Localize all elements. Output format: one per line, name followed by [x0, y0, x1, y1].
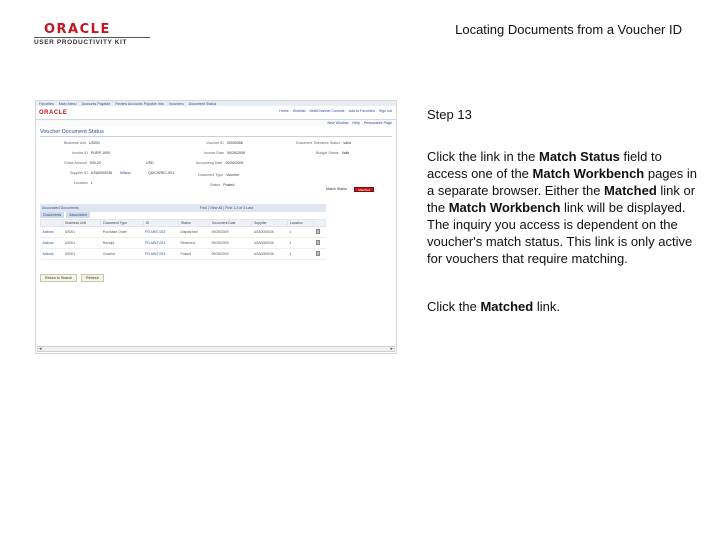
refresh-button[interactable]: Refresh [81, 274, 104, 282]
col-header [314, 220, 326, 227]
row-unit: US001 [63, 227, 101, 238]
row-id[interactable]: PO-MNT-003 [143, 227, 178, 238]
table-header-row [41, 220, 326, 227]
row-id[interactable]: PO-MNT-003 [143, 238, 178, 249]
scroll-left-icon[interactable]: ◂ [39, 346, 42, 352]
col-header: Document Type [101, 220, 143, 227]
table-row [41, 227, 326, 238]
scroll-right-icon[interactable]: ▸ [390, 346, 393, 352]
step-number: Step 13 [427, 107, 472, 122]
crumb-review[interactable]: Review Accounts Payable Info [115, 102, 164, 106]
accounting-date-field: Accounting Date 09/26/2009 [196, 161, 244, 165]
step-description: Click the link in the Match Status field to access one of the Match Workbench pages in a separate browser. Either the Matched link or the Match Workbench link will be displayed. The inquiry you access is dependent on the voucher's match status. This link is only active for vouchers that require matching. [427, 149, 697, 266]
logo-subtitle: USER PRODUCTIVITY KIT [34, 39, 128, 46]
col-header: Business Unit [63, 220, 101, 227]
tab-documents[interactable]: Documents [40, 212, 64, 218]
page-title: Voucher Document Status [40, 129, 104, 135]
budget-status-field: Budget Status Valid [316, 151, 350, 155]
home-link[interactable]: Home [279, 109, 289, 113]
col-header: Status [179, 220, 210, 227]
row-supplier: USA0000036 [252, 238, 288, 249]
row-date: 09/26/2009 [209, 238, 251, 249]
row-date: 09/26/2009 [209, 249, 251, 260]
row-actions[interactable]: Actions [41, 249, 63, 260]
crumb-ap[interactable]: Accounts Payable [81, 102, 111, 106]
row-id[interactable]: PO-MNT-003 [143, 249, 178, 260]
document-icon[interactable] [316, 240, 320, 245]
business-unit-field: Business Unit US001 [64, 141, 100, 145]
logo-rule [34, 37, 150, 38]
crumb-main-menu[interactable]: Main Menu [58, 102, 77, 106]
ps-logo: ORACLE [39, 110, 68, 116]
col-header: Location [287, 220, 313, 227]
row-doc-icon-cell[interactable] [314, 249, 326, 260]
row-doc-type: Receipt [101, 238, 143, 249]
row-unit: US001 [63, 238, 101, 249]
invoice-id-field: Invoice ID PURP-1000 [72, 151, 111, 155]
grid-title: Associated Documents [42, 206, 79, 210]
supplier-field: Supplier ID USA0000036 [70, 171, 113, 175]
new-window-link[interactable]: New Window [327, 121, 349, 125]
row-doc-type: Purchase Order [101, 227, 143, 238]
worklist-link[interactable]: Worklist [292, 109, 306, 113]
col-header [41, 220, 63, 227]
row-unit: US001 [63, 249, 101, 260]
oracle-upk-logo [34, 22, 150, 48]
return-to-search-button[interactable]: Return to Search [40, 274, 77, 282]
row-doc-type: Voucher [101, 249, 143, 260]
associated-documents-header [40, 204, 326, 212]
voucher-id-field: Voucher ID 00000056 [206, 141, 243, 145]
logo-word: ORACLE [44, 22, 111, 37]
slide-title: Locating Documents from a Voucher ID [455, 22, 682, 37]
crumb-doc-status[interactable]: Document Status [188, 102, 217, 106]
row-location: 1 [287, 238, 313, 249]
ps-header [36, 106, 396, 120]
row-actions[interactable]: Actions [41, 227, 63, 238]
header-links [279, 109, 392, 113]
row-supplier: USA0000036 [252, 227, 288, 238]
tab-associated[interactable]: Associated [66, 212, 90, 218]
row-status: Posted [179, 249, 210, 260]
row-date: 09/26/2009 [209, 227, 251, 238]
grid-tabs [40, 212, 90, 218]
gross-currency: USD [146, 161, 154, 165]
row-status: Dispatched [179, 227, 210, 238]
gross-amount-field: Gross Amount 930.20 [64, 161, 101, 165]
table-row [41, 238, 326, 249]
page-buttons [40, 274, 104, 282]
location-field: Location 1 [74, 181, 93, 185]
horizontal-scrollbar[interactable] [37, 346, 395, 352]
table-row [41, 249, 326, 260]
row-doc-icon-cell[interactable] [314, 238, 326, 249]
short-supplier-field: QUICKREC-001 [148, 171, 175, 175]
personalize-link[interactable]: Personalize Page [363, 121, 392, 125]
row-status: Received [179, 238, 210, 249]
crumb-vouchers[interactable]: Vouchers [168, 102, 184, 106]
associated-documents-table [40, 219, 326, 260]
document-icon[interactable] [316, 251, 320, 256]
status-field: Status Posted [210, 183, 235, 187]
favorites-link[interactable]: Add to Favorites [348, 109, 375, 113]
row-location: 1 [287, 249, 313, 260]
sub-links [327, 121, 392, 125]
col-header: ID [143, 220, 178, 227]
row-actions[interactable]: Actions [41, 238, 63, 249]
match-status-label: Match Status [326, 187, 347, 191]
matched-link[interactable]: Matched [354, 187, 374, 192]
help-link[interactable]: Help [352, 121, 360, 125]
row-doc-icon-cell[interactable] [314, 227, 326, 238]
document-type-field: Document Type Voucher [198, 173, 240, 177]
sub-toolbar [36, 120, 396, 126]
heading-divider [40, 136, 392, 137]
invoice-date-field: Invoice Date 09/26/2009 [204, 151, 245, 155]
embedded-screenshot [35, 100, 397, 354]
signout-link[interactable]: Sign out [378, 109, 392, 113]
row-location: 1 [287, 227, 313, 238]
col-header: Supplier [252, 220, 288, 227]
multichannel-link[interactable]: MultiChannel Console [309, 109, 345, 113]
grid-navigation[interactable]: Find | View All | First 1-3 of 3 Last [199, 206, 254, 210]
document-icon[interactable] [316, 229, 320, 234]
step-action: Click the Matched link. [427, 299, 560, 314]
row-supplier: USA0000036 [252, 249, 288, 260]
crumb-favorites[interactable]: Favorites [39, 102, 54, 106]
supplier-name-link[interactable]: Milano [120, 171, 131, 175]
doc-tolerance-field: Document Tolerance Status Valid [296, 141, 351, 145]
col-header: Document Date [209, 220, 251, 227]
